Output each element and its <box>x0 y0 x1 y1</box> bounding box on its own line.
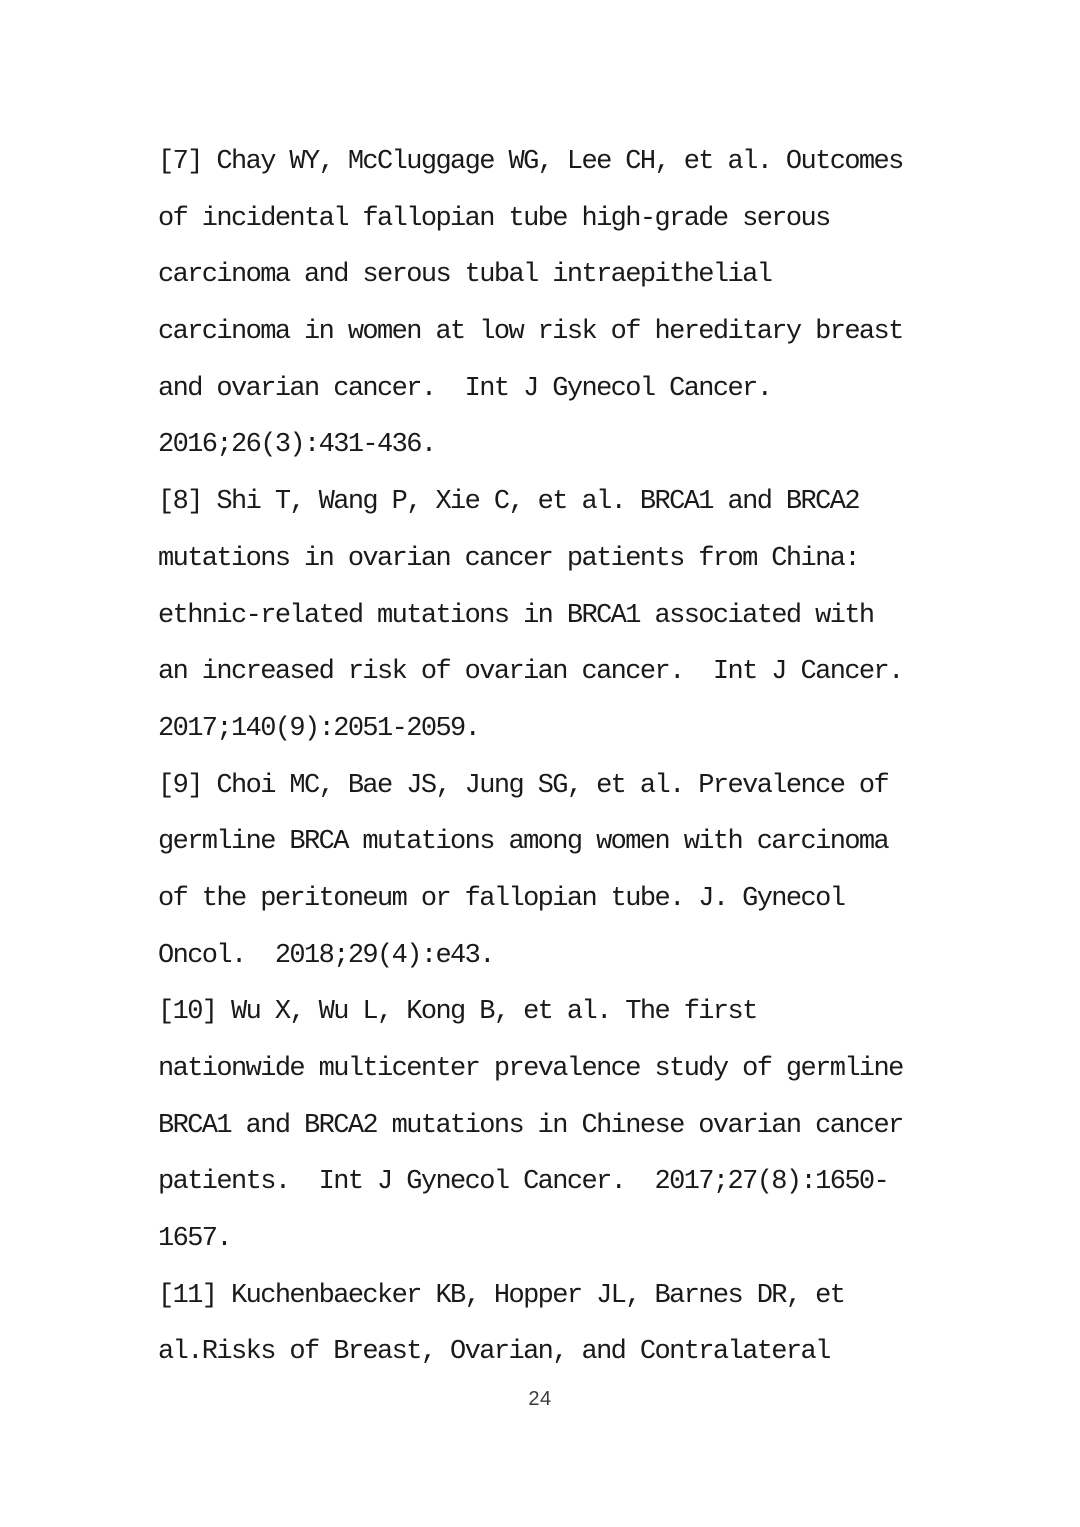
reference-line: [9] Choi MC, Bae JS, Jung SG, et al. Prevalence of <box>158 770 889 801</box>
reference-line: Oncol. 2018;29(4):e43. <box>158 940 494 971</box>
reference-line: carcinoma and serous tubal intraepithelial <box>158 260 772 291</box>
reference-line: BRCA1 and BRCA2 mutations in Chinese ovarian cancer <box>158 1110 903 1141</box>
reference-line: 1657. <box>158 1224 232 1255</box>
reference-line: 2017;140(9):2051-2059. <box>158 713 480 744</box>
reference-entry-8 <box>158 474 958 757</box>
reference-entry-11 <box>158 1268 958 1381</box>
reference-line: and ovarian cancer. Int J Gynecol Cancer. <box>158 373 772 404</box>
reference-line: mutations in ovarian cancer patients from China: <box>158 543 859 574</box>
reference-entry-9 <box>158 758 958 985</box>
reference-line: [10] Wu X, Wu L, Kong B, et al. The first <box>158 997 757 1028</box>
reference-line: 2016;26(3):431-436. <box>158 430 436 461</box>
reference-line: [8] Shi T, Wang P, Xie C, et al. BRCA1 and BRCA2 <box>158 487 859 518</box>
reference-entry-10 <box>158 984 958 1267</box>
reference-line: [11] Kuchenbaecker KB, Hopper JL, Barnes DR, et <box>158 1280 845 1311</box>
reference-line: carcinoma in women at low risk of hereditary breast <box>158 317 903 348</box>
page-number: 24 <box>528 1388 552 1410</box>
reference-line: germline BRCA mutations among women with carcinoma <box>158 827 889 858</box>
reference-line: ethnic-related mutations in BRCA1 associated with <box>158 600 874 631</box>
reference-line: al.Risks of Breast, Ovarian, and Contralateral <box>158 1337 830 1368</box>
reference-line: of the peritoneum or fallopian tube. J. Gynecol <box>158 883 845 914</box>
reference-line: nationwide multicenter prevalence study of germline <box>158 1054 903 1084</box>
reference-line: [7] Chay WY, McCluggage WG, Lee CH, et al. Outcomes <box>158 147 903 177</box>
references-list <box>158 134 958 1381</box>
reference-line: patients. Int J Gynecol Cancer. 2017;27(8):1650- <box>158 1167 889 1198</box>
reference-line: an increased risk of ovarian cancer. Int J Cancer. <box>158 657 903 688</box>
reference-line: of incidental fallopian tube high-grade serous <box>158 203 830 234</box>
reference-entry-7 <box>158 134 958 474</box>
